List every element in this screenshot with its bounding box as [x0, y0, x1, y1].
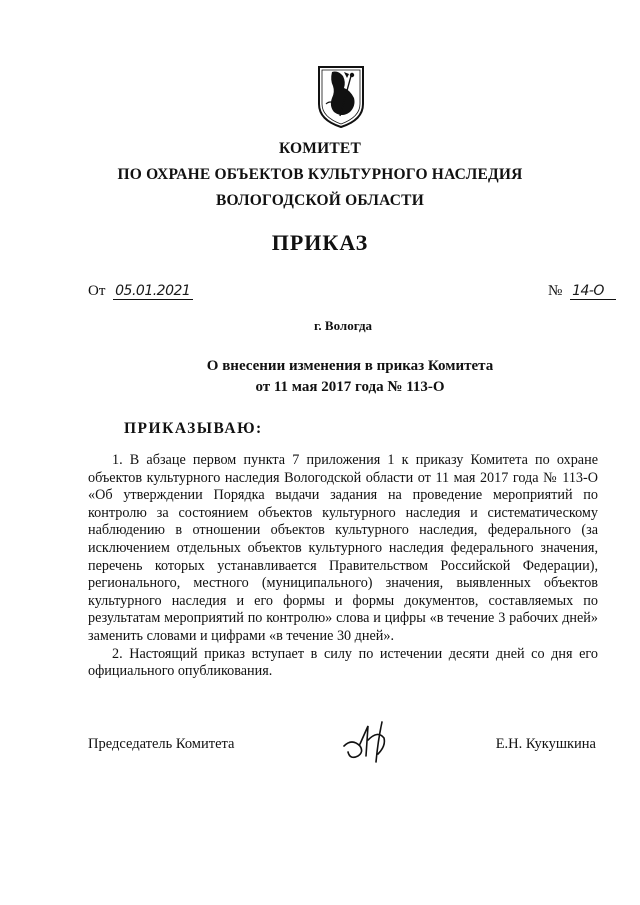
body-paragraph-1: 1. В абзаце первом пункта 7 приложения 1 к приказу Комитета по охране объектов культурного наследия Вологодской области от 11 мая 2017 года № 113-О «Об утверждении Порядка выдачи задания на проведение мероприятий по контролю за состоянием объектов культурного наследия и систематическому наблюдению в отношении объектов культурного наследия, федерального (за исключением отдельных объектов культурного наследия федерального значения, перечень которых устанавливается Правительством Российской Федерации), регионального, местного (муниципального) значения, выявленных объектов культурного наследия и его формы и формы документов, составляемых по результатам мероприятий по контролю» слова и цифры «в течение 3 рабочих дней» заменить словами и цифрами «в течение 30 дней». [88, 452, 598, 644]
command-word: ПРИКАЗЫВАЮ: [124, 420, 263, 437]
org-line-1: КОМИТЕТ [278, 140, 361, 157]
number-prefix: № [548, 283, 563, 299]
city: г. Вологда [313, 318, 373, 333]
signatory-name: Е.Н. Кукушкина [495, 736, 596, 752]
org-line-2: ПО ОХРАНЕ ОБЪЕКТОВ КУЛЬТУРНОГО НАСЛЕДИЯ [117, 166, 523, 183]
body-paragraph-2: 2. Настоящий приказ вступает в силу по истечении десяти дней со дня его официального опубликования. [88, 645, 598, 680]
document-body [88, 452, 598, 681]
date-prefix: От [88, 283, 106, 299]
document-subject [160, 356, 540, 398]
signature-block [88, 736, 600, 796]
date-value: 05.01.2021 [113, 283, 193, 300]
document-type: ПРИКАЗ [271, 230, 369, 255]
subject-line-1: О внесении изменения в приказ Комитета [206, 358, 494, 374]
number-value: 14-О [570, 283, 616, 300]
subject-line-2: от 11 мая 2017 года № 113-О [255, 379, 445, 395]
date-field [88, 283, 193, 300]
coat-of-arms-icon [316, 64, 366, 130]
signatory-title: Председатель Комитета [88, 736, 235, 752]
handwritten-signature-icon [338, 716, 410, 766]
number-field [548, 283, 616, 300]
org-line-3: ВОЛОГОДСКОЙ ОБЛАСТИ [216, 192, 424, 209]
